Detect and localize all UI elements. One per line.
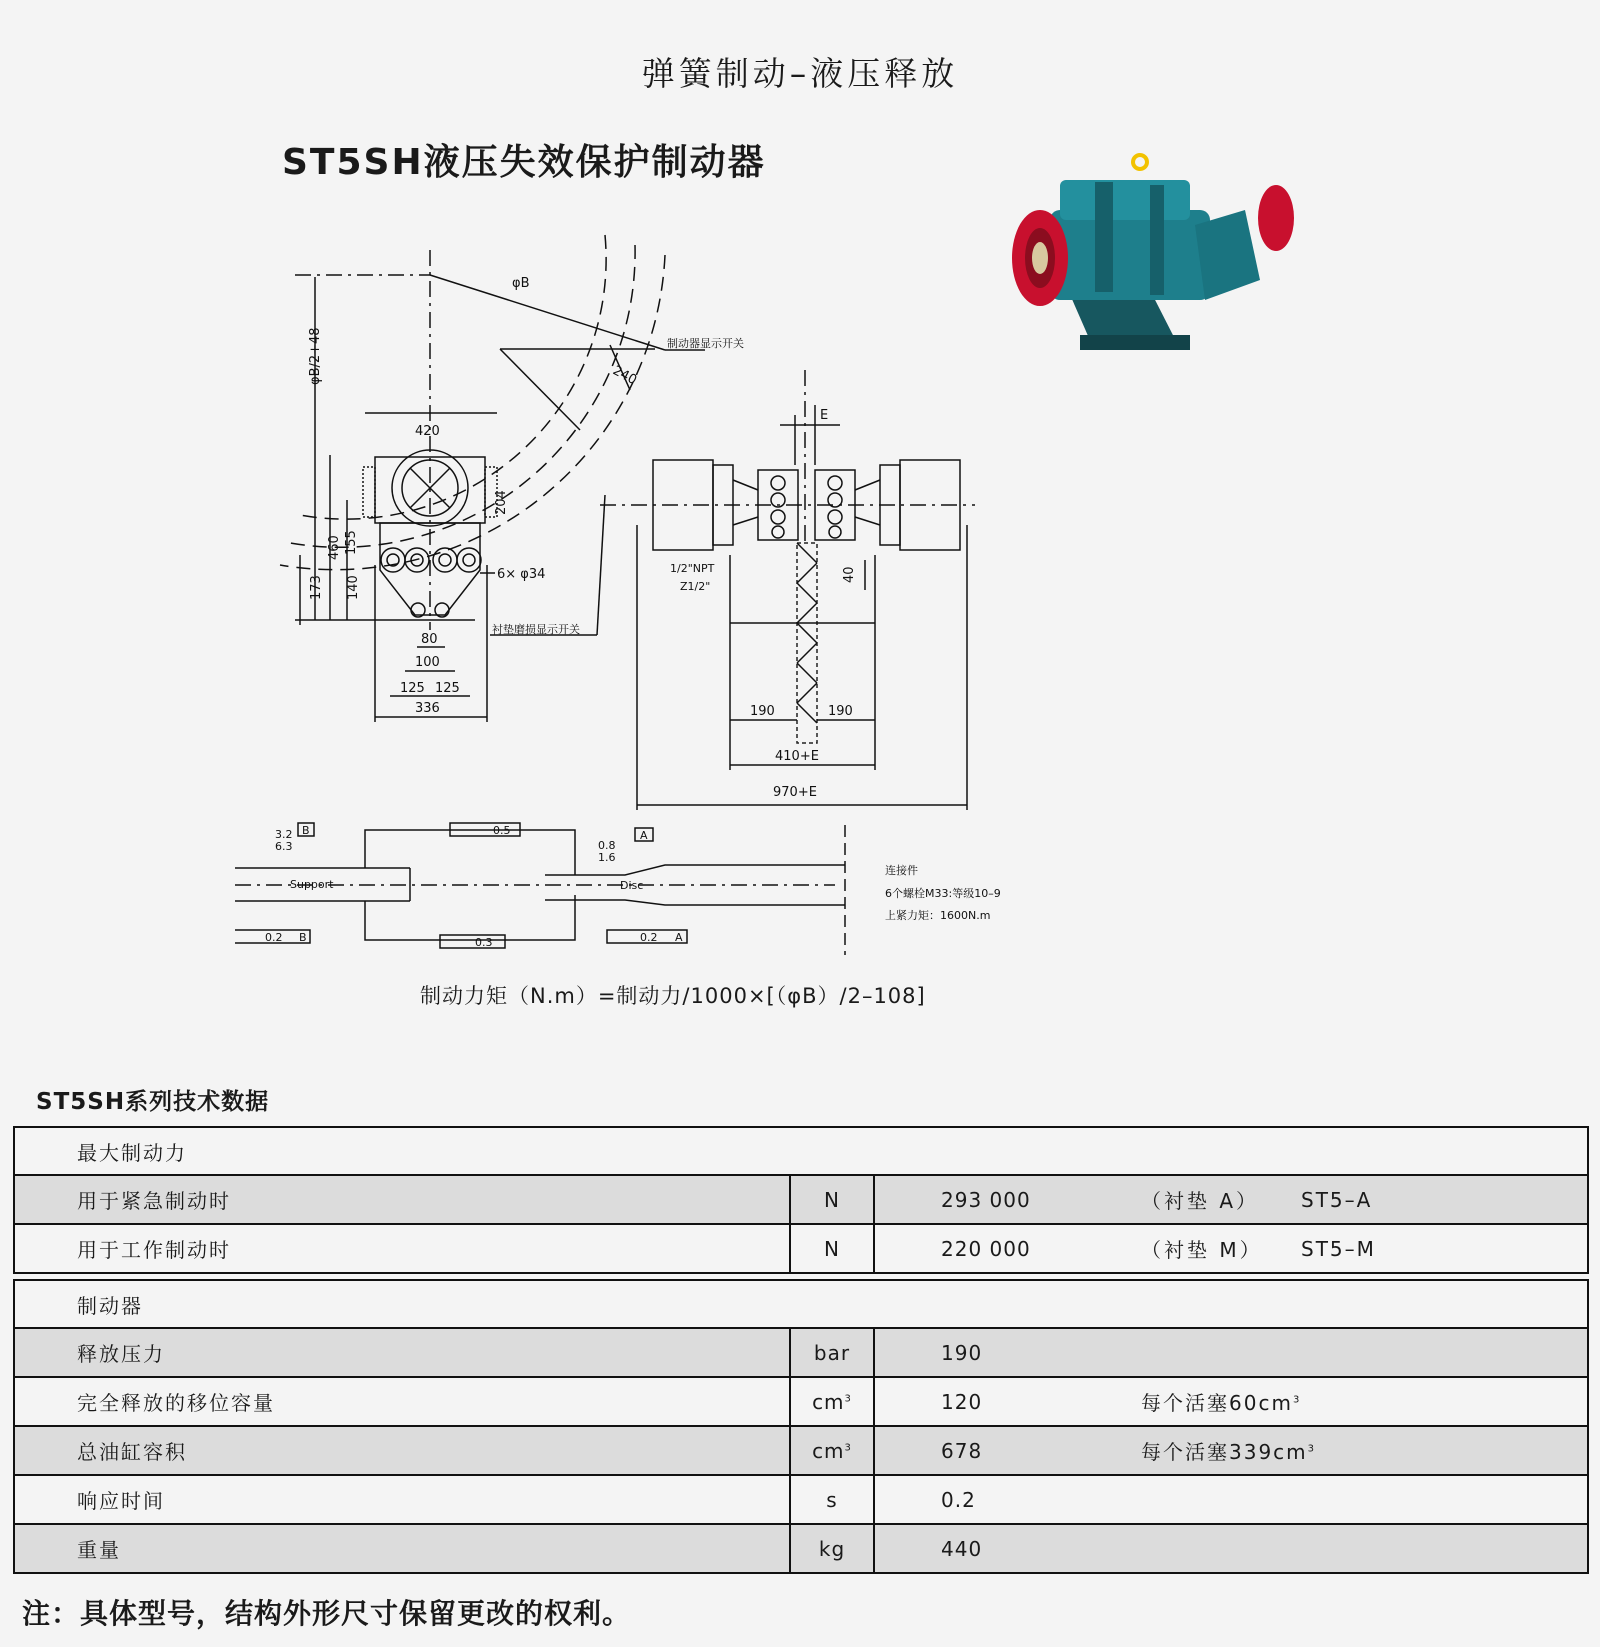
brake-table-header: 制动器 [77,1293,143,1318]
row-value: 0.2 [874,1475,1141,1524]
table-row [14,1426,1588,1475]
wear-switch-label: 衬垫磨损显示开关 [492,623,580,636]
specs-heading: ST5SH系列技术数据 [36,1089,270,1115]
dim-970e: 970+E [773,785,817,800]
dim-phi-b-half: φB/2+48 [308,327,323,385]
row-unit: bar [790,1328,874,1377]
row-value: 440 [874,1524,1141,1573]
row-unit: kg [790,1524,874,1573]
tol-parallel-b: 0.2 [265,931,283,944]
table-row [14,1328,1588,1377]
dim-125-left: 125 [400,681,425,696]
force-table-header: 最大制动力 [77,1140,187,1165]
tol-runout: 0.3 [475,936,493,949]
tol-flatness: 0.5 [493,824,511,837]
npt-label: 1/2"NPT [670,562,715,575]
dim-420: 420 [415,424,440,439]
dim-140: 140 [346,575,361,600]
dim-80: 80 [421,632,438,647]
category-heading: 弹簧制动–液压释放 [641,54,959,93]
table-row [14,1377,1588,1426]
dim-410e: 410+E [775,749,819,764]
row-model: ST5–A [1301,1175,1588,1224]
dim-173: 173 [309,575,324,600]
max-braking-force-table [13,1126,1589,1274]
dim-190-right: 190 [828,704,853,719]
row-label: 完全释放的移位容量 [14,1377,790,1426]
row-label: 用于工作制动时 [14,1224,790,1273]
row-pad: （衬垫 M） [1141,1224,1301,1273]
roughness2-bottom: 1.6 [598,851,616,864]
datum-b: B [302,824,310,837]
dim-204: 204 [494,490,509,515]
row-note [1141,1524,1588,1573]
dim-190-left: 190 [750,704,775,719]
row-value: 190 [874,1328,1141,1377]
row-value: 220 000 [874,1224,1141,1273]
dim-125-right: 125 [435,681,460,696]
table-row [14,1524,1588,1573]
technical-drawing [235,225,1015,955]
photo-lifting-eye [1133,155,1147,169]
torque-formula: 制动力矩（N.m）=制动力/1000×[（φB）/2–108] [420,984,926,1008]
roughness2-top: 0.8 [598,839,616,852]
dim-phi-b: φB [512,276,530,291]
tol-parallel-a: 0.2 [640,931,658,944]
connection-title: 连接件 [885,864,918,877]
photo-disc-right [1258,185,1294,251]
table-row [14,1475,1588,1524]
tol-parallel-a-ref: A [675,931,683,944]
dim-155: 155 [344,530,359,555]
product-photo [1000,140,1320,360]
roughness-top: 3.2 [275,828,293,841]
connection-bolts: 6个螺栓M33:等级10–9 [885,887,1001,900]
dim-holes: 6× φ34 [497,567,546,582]
dim-460: 460 [327,535,342,560]
table-row [14,1175,1588,1224]
dim-100: 100 [415,655,440,670]
row-pad: （衬垫 A） [1141,1175,1301,1224]
support-label: Support [290,878,334,891]
roughness-bottom: 6.3 [275,840,293,853]
footer-note: 注：具体型号，结构外形尺寸保留更改的权利。 [22,1597,632,1630]
dim-336: 336 [415,701,440,716]
row-note: 每个活塞$339cm^3$ [1141,1426,1588,1475]
connection-torque: 上紧力矩：1600N.m [885,909,991,922]
disc-label: Disc [620,879,644,892]
row-label: 用于紧急制动时 [14,1175,790,1224]
indicator-switch-label: 制动器显示开关 [667,337,744,350]
brake-disc-arcs [280,235,665,570]
row-model: ST5–M [1301,1224,1588,1273]
datum-a: A [640,829,648,842]
row-note [1141,1475,1588,1524]
dim-240: 240 [610,363,640,389]
row-unit: N [790,1175,874,1224]
row-unit: $cm^3$ [790,1377,874,1426]
row-label: 响应时间 [14,1475,790,1524]
product-title: ST5SH液压失效保护制动器 [282,142,766,183]
row-value: 120 [874,1377,1141,1426]
table-row [14,1224,1588,1273]
photo-body [1050,210,1210,300]
z-label: Z1/2" [680,580,711,593]
row-label: 释放压力 [14,1328,790,1377]
row-unit: s [790,1475,874,1524]
row-label: 总油缸容积 [14,1426,790,1475]
brake-spec-table [13,1279,1589,1574]
tol-parallel-b-ref: B [299,931,307,944]
row-unit: N [790,1224,874,1273]
dim-40: 40 [842,566,857,583]
dim-e: E [820,408,829,423]
row-unit: $cm^3$ [790,1426,874,1475]
row-value: 293 000 [874,1175,1141,1224]
row-label: 重量 [14,1524,790,1573]
row-value: 678 [874,1426,1141,1475]
row-note: 每个活塞$60cm^3$ [1141,1377,1588,1426]
row-note [1141,1328,1588,1377]
